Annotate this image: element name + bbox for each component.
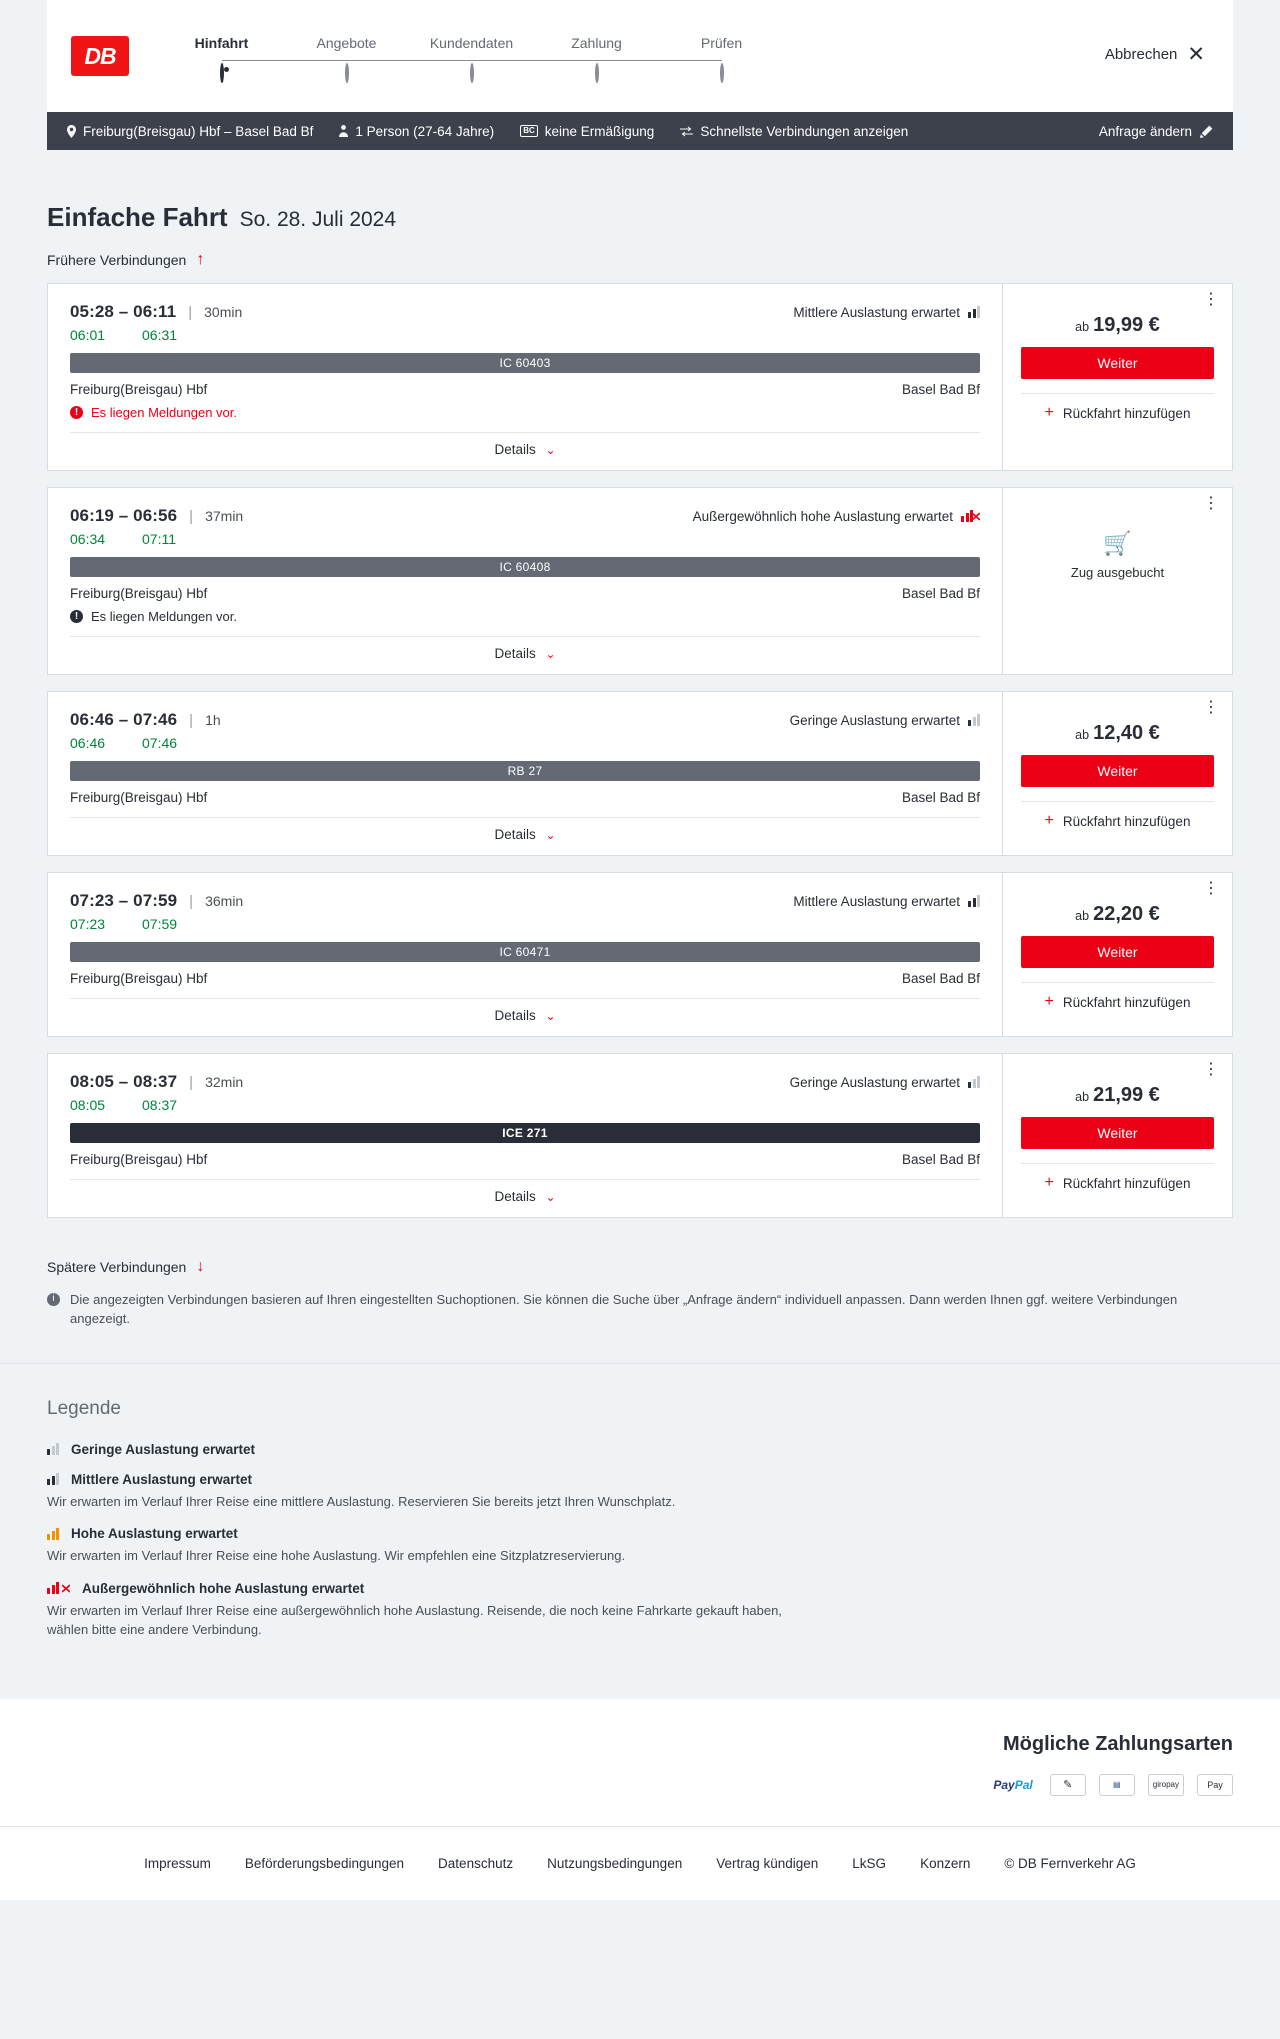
earlier-connections-label: Frühere Verbindungen xyxy=(47,252,187,268)
connection-booking xyxy=(1002,284,1232,470)
footer-link-beförderungsbedingungen[interactable]: Beförderungsbedingungen xyxy=(244,1855,405,1871)
footer-link-impressum[interactable]: Impressum xyxy=(144,1855,211,1871)
connection-actual-times xyxy=(70,735,980,751)
step-zahlung[interactable] xyxy=(534,35,659,81)
connection-details xyxy=(48,1054,1002,1217)
connection-time-row xyxy=(70,506,980,526)
step-dot-icon xyxy=(345,63,349,83)
occupancy-label: Außergewöhnlich hohe Auslastung erwartet xyxy=(692,508,953,524)
train-line-bar: IC 60408 xyxy=(70,557,980,577)
legend-list xyxy=(47,1442,1233,1640)
plus-icon: + xyxy=(1044,812,1054,829)
main-content xyxy=(0,202,1280,1363)
location-pin-icon xyxy=(67,125,76,138)
legend-item-label: Hohe Auslastung erwartet xyxy=(71,1526,238,1542)
summary-sort-label: Schnellste Verbindungen anzeigen xyxy=(700,123,909,139)
arrival-actual-time: 06:31 xyxy=(142,327,178,343)
details-label: Details xyxy=(494,827,536,842)
step-dot-icon xyxy=(595,63,599,83)
summary-passengers-label: 1 Person (27-64 Jahre) xyxy=(355,123,495,139)
add-return-button[interactable] xyxy=(1021,801,1214,840)
legend-item xyxy=(47,1442,1233,1457)
legend-item xyxy=(47,1581,1233,1640)
connection-time-row xyxy=(70,1072,980,1092)
person-icon xyxy=(339,125,348,137)
occupancy-icon xyxy=(47,1443,59,1455)
summary-discount-label: keine Ermäßigung xyxy=(544,123,655,139)
payment-icon-lastschrift: ✎ xyxy=(1050,1774,1086,1796)
connection-actual-times xyxy=(70,531,980,547)
occupancy-label: Geringe Auslastung erwartet xyxy=(789,712,960,728)
legend-item xyxy=(47,1472,1233,1512)
separator: | xyxy=(189,711,194,729)
more-options-icon[interactable]: ⋮ xyxy=(1203,880,1220,897)
connection-time-row xyxy=(70,302,980,322)
continue-button[interactable]: Weiter xyxy=(1021,347,1214,379)
price-label: ab 12,40 € xyxy=(1075,722,1160,744)
add-return-label: Rückfahrt hinzufügen xyxy=(1062,813,1191,829)
legend-item-description: Wir erwarten im Verlauf Ihrer Reise eine mittlere Auslastung. Reservieren Sie bereits jetzt Ihren Wunschplatz. xyxy=(47,1493,676,1509)
later-connections-button[interactable] xyxy=(47,1258,204,1276)
train-line-bar: IC 60403 xyxy=(70,353,980,373)
checkout-stepper xyxy=(159,35,784,81)
connection-time-row xyxy=(70,891,980,911)
occupancy-icon xyxy=(47,1528,59,1540)
destination-station: Basel Bad Bf xyxy=(901,971,980,986)
departure-actual-time: 06:01 xyxy=(70,327,106,343)
occupancy-info xyxy=(790,713,980,728)
departure-actual-time: 06:34 xyxy=(70,531,106,547)
step-label: Angebote xyxy=(316,35,377,51)
departure-actual-time: 07:23 xyxy=(70,916,106,932)
connection-duration: 30min xyxy=(204,304,243,320)
departure-actual-time: 06:46 xyxy=(70,735,106,751)
footer-link-datenschutz[interactable]: Datenschutz xyxy=(438,1855,514,1871)
origin-station: Freiburg(Breisgau) Hbf xyxy=(70,790,208,805)
legend-item-head xyxy=(47,1442,1233,1457)
connection-time-row xyxy=(70,710,980,730)
connection-message[interactable] xyxy=(70,405,980,420)
step-hinfahrt[interactable] xyxy=(159,35,284,81)
connection-duration: 37min xyxy=(205,508,244,524)
occupancy-icon xyxy=(968,306,980,318)
occupancy-info xyxy=(790,1075,980,1090)
arrival-actual-time: 07:46 xyxy=(142,735,178,751)
warning-icon: ! xyxy=(70,406,83,419)
payment-icon-rechnung: ▤ xyxy=(1099,1774,1135,1796)
connection-message[interactable] xyxy=(70,609,980,624)
step-kundendaten[interactable] xyxy=(409,35,534,81)
destination-station: Basel Bad Bf xyxy=(901,1152,980,1167)
plus-icon: + xyxy=(1044,404,1054,421)
summary-passengers[interactable] xyxy=(339,124,494,139)
connection-message-label: Es liegen Meldungen vor. xyxy=(91,609,237,624)
step-label: Hinfahrt xyxy=(194,35,249,51)
connection-time-range: 06:19 – 06:56 xyxy=(70,506,178,525)
page-footer xyxy=(0,1826,1280,1900)
more-options-icon[interactable]: ⋮ xyxy=(1203,1061,1220,1078)
details-toggle[interactable] xyxy=(70,432,980,460)
continue-button[interactable]: Weiter xyxy=(1021,1117,1214,1149)
payment-methods-section xyxy=(0,1699,1280,1826)
summary-route-label: Freiburg(Breisgau) Hbf – Basel Bad Bf xyxy=(83,123,314,139)
sort-icon xyxy=(680,126,693,137)
legend-item-head xyxy=(47,1526,1233,1541)
summary-discount[interactable] xyxy=(520,124,654,139)
legend-item-head xyxy=(47,1472,1233,1487)
change-request-button[interactable] xyxy=(1099,124,1213,139)
connection-details xyxy=(48,692,1002,855)
details-label: Details xyxy=(494,1189,536,1204)
search-options-note-text: Die angezeigten Verbindungen basieren auf Ihren eingestellten Suchoptionen. Sie können die Suche über „Anfrage ändern“ individuell anpassen. Dann werden Ihnen ggf. weitere Verbindungen angezeigt. xyxy=(70,1292,1178,1326)
destination-station: Basel Bad Bf xyxy=(901,382,980,397)
occupancy-icon xyxy=(968,1076,980,1088)
add-return-button[interactable] xyxy=(1021,982,1214,1021)
step-label: Zahlung xyxy=(571,35,622,51)
connection-duration: 32min xyxy=(205,1074,244,1090)
footer-link-vertrag-kündigen[interactable]: Vertrag kündigen xyxy=(716,1855,819,1871)
payment-icon-apple-pay: Pay xyxy=(1197,1774,1233,1796)
details-toggle[interactable] xyxy=(70,817,980,845)
app-header xyxy=(47,0,1233,112)
price-label: ab 19,99 € xyxy=(1075,314,1160,336)
connection-message-label: Es liegen Meldungen vor. xyxy=(91,405,237,420)
occupancy-info xyxy=(693,509,980,524)
add-return-label: Rückfahrt hinzufügen xyxy=(1062,405,1191,421)
payment-methods-list xyxy=(47,1774,1233,1796)
departure-actual-time: 08:05 xyxy=(70,1097,106,1113)
occupancy-icon xyxy=(968,714,980,726)
destination-station: Basel Bad Bf xyxy=(901,586,980,601)
connection-time-range: 07:23 – 07:59 xyxy=(70,891,178,910)
more-options-icon[interactable]: ⋮ xyxy=(1203,495,1220,512)
step-prüfen[interactable] xyxy=(659,35,784,81)
arrow-up-icon: ↑ xyxy=(196,251,205,268)
occupancy-label: Mittlere Auslastung erwartet xyxy=(793,304,960,320)
legend-section xyxy=(0,1363,1280,1699)
origin-station: Freiburg(Breisgau) Hbf xyxy=(70,1152,208,1167)
legend-item-description: Wir erwarten im Verlauf Ihrer Reise eine außergewöhnlich hohe Auslastung. Reisende, die noch keine Fahrkarte gekauft haben, wählen bitte eine andere Verbindung. xyxy=(47,1602,782,1638)
payment-icon-paypal: PayPal xyxy=(989,1774,1036,1796)
connection-actual-times xyxy=(70,916,980,932)
connections-list xyxy=(47,283,1233,1218)
more-options-icon[interactable]: ⋮ xyxy=(1203,699,1220,716)
connection-details xyxy=(48,488,1002,674)
chevron-down-icon: ⌄ xyxy=(545,828,556,842)
connection-stations xyxy=(70,586,980,601)
change-request-label: Anfrage ändern xyxy=(1098,123,1192,139)
occupancy-icon xyxy=(47,1582,59,1594)
destination-station: Basel Bad Bf xyxy=(901,790,980,805)
sold-out-label: Zug ausgebucht xyxy=(1070,565,1165,580)
separator: | xyxy=(189,892,194,910)
chevron-down-icon: ⌄ xyxy=(545,1190,556,1204)
connection-details xyxy=(48,284,1002,470)
continue-button[interactable]: Weiter xyxy=(1021,755,1214,787)
arrival-actual-time: 08:37 xyxy=(142,1097,178,1113)
connection-actual-times xyxy=(70,327,980,343)
add-return-label: Rückfahrt hinzufügen xyxy=(1062,994,1191,1010)
warning-icon: ! xyxy=(70,610,83,623)
connection-actual-times xyxy=(70,1097,980,1113)
occupancy-icon xyxy=(968,895,980,907)
shopping-cart-icon: 🛒 xyxy=(1103,530,1132,556)
step-angebote[interactable] xyxy=(284,35,409,81)
connection-card[interactable] xyxy=(47,487,1233,675)
connection-time-range: 06:46 – 07:46 xyxy=(70,710,178,729)
payment-icon-giropay: giropay xyxy=(1148,1774,1184,1796)
page-title xyxy=(47,202,1233,233)
connection-duration: 1h xyxy=(205,712,221,728)
chevron-down-icon: ⌄ xyxy=(545,647,556,661)
details-label: Details xyxy=(494,1008,536,1023)
more-options-icon[interactable]: ⋮ xyxy=(1203,291,1220,308)
footer-link-konzern[interactable]: Konzern xyxy=(920,1855,971,1871)
details-toggle[interactable] xyxy=(70,998,980,1026)
details-label: Details xyxy=(494,442,536,457)
occupancy-icon xyxy=(47,1473,59,1485)
details-label: Details xyxy=(494,646,536,661)
connection-booking xyxy=(1002,488,1232,674)
step-dot-icon xyxy=(470,63,474,83)
origin-station: Freiburg(Breisgau) Hbf xyxy=(70,382,208,397)
legend-item-description: Wir erwarten im Verlauf Ihrer Reise eine hohe Auslastung. Wir empfehlen eine Sitzplatzreservierung. xyxy=(47,1548,626,1564)
close-icon[interactable]: ✕ xyxy=(1187,43,1205,66)
price-prefix: ab xyxy=(1075,728,1090,742)
payment-methods-title: Mögliche Zahlungsarten xyxy=(1002,1732,1233,1755)
footer-link-lksg[interactable]: LkSG xyxy=(852,1855,887,1871)
legend-item-label: Mittlere Auslastung erwartet xyxy=(71,1471,253,1487)
connection-card[interactable] xyxy=(47,1053,1233,1218)
connection-card[interactable] xyxy=(47,283,1233,471)
train-line-bar: ICE 271 xyxy=(70,1123,980,1143)
chevron-down-icon: ⌄ xyxy=(545,443,556,457)
train-line-bar: IC 60471 xyxy=(70,942,980,962)
origin-station: Freiburg(Breisgau) Hbf xyxy=(70,586,208,601)
continue-button[interactable]: Weiter xyxy=(1021,936,1214,968)
legend-title: Legende xyxy=(47,1397,121,1419)
add-return-button[interactable] xyxy=(1021,1163,1214,1202)
connection-stations xyxy=(70,971,980,986)
search-summary-bar xyxy=(47,112,1233,150)
connection-details xyxy=(48,873,1002,1036)
search-options-note xyxy=(47,1291,1233,1363)
step-dot-icon xyxy=(220,63,224,83)
price-label: ab 21,99 € xyxy=(1075,1084,1160,1106)
trip-date-label: So. 28. Juli 2024 xyxy=(239,208,397,231)
connection-duration: 36min xyxy=(205,893,244,909)
origin-station: Freiburg(Breisgau) Hbf xyxy=(70,971,208,986)
arrival-actual-time: 07:11 xyxy=(142,531,176,547)
db-logo[interactable]: DB xyxy=(71,36,129,76)
price-prefix: ab xyxy=(1075,909,1090,923)
copyright-label: © DB Fernverkehr AG xyxy=(1004,1855,1136,1871)
info-icon: i xyxy=(47,1293,60,1306)
step-label: Prüfen xyxy=(700,35,743,51)
separator: | xyxy=(188,303,193,321)
sold-out-block xyxy=(1021,530,1214,580)
connection-booking xyxy=(1002,1054,1232,1217)
details-toggle[interactable] xyxy=(70,1179,980,1207)
separator: | xyxy=(189,507,194,525)
connection-time-range: 05:28 – 06:11 xyxy=(70,302,177,321)
connection-stations xyxy=(70,1152,980,1167)
plus-icon: + xyxy=(1044,993,1054,1010)
legend-item-label: Geringe Auslastung erwartet xyxy=(71,1441,256,1457)
legend-item xyxy=(47,1526,1233,1566)
occupancy-info xyxy=(793,305,980,320)
connection-stations xyxy=(70,790,980,805)
cancel-label: Abbrechen xyxy=(1104,46,1178,63)
trip-type-label: Einfache Fahrt xyxy=(47,202,228,232)
connection-card[interactable] xyxy=(47,691,1233,856)
chevron-down-icon: ⌄ xyxy=(545,1009,556,1023)
add-return-label: Rückfahrt hinzufügen xyxy=(1062,1175,1191,1191)
connection-time-range: 08:05 – 08:37 xyxy=(70,1072,178,1091)
price-prefix: ab xyxy=(1075,320,1090,334)
price-label: ab 22,20 € xyxy=(1075,903,1160,925)
bahncard-icon: BC xyxy=(520,125,538,137)
arrow-down-icon: ↓ xyxy=(196,1258,205,1275)
details-toggle[interactable] xyxy=(70,636,980,664)
legend-item-label: Außergewöhnlich hohe Auslastung erwartet xyxy=(82,1580,365,1596)
connection-booking xyxy=(1002,873,1232,1036)
summary-route[interactable] xyxy=(67,124,313,139)
legend-item-head xyxy=(47,1581,1233,1596)
occupancy-info xyxy=(793,894,980,909)
step-label: Kundendaten xyxy=(429,35,514,51)
connection-card[interactable] xyxy=(47,872,1233,1037)
train-line-bar: RB 27 xyxy=(70,761,980,781)
footer-links xyxy=(144,1856,970,1871)
footer-link-nutzungsbedingungen[interactable]: Nutzungsbedingungen xyxy=(547,1855,683,1871)
separator: | xyxy=(189,1073,194,1091)
cancel-button[interactable] xyxy=(1105,44,1205,65)
summary-sort[interactable] xyxy=(680,124,908,139)
step-dot-icon xyxy=(720,63,724,83)
connection-booking xyxy=(1002,692,1232,855)
add-return-button[interactable] xyxy=(1021,393,1214,432)
price-prefix: ab xyxy=(1075,1090,1090,1104)
earlier-connections-button[interactable] xyxy=(47,251,204,269)
arrival-actual-time: 07:59 xyxy=(142,916,178,932)
connection-stations xyxy=(70,382,980,397)
later-connections-label: Spätere Verbindungen xyxy=(47,1259,187,1275)
occupancy-label: Mittlere Auslastung erwartet xyxy=(793,893,960,909)
plus-icon: + xyxy=(1044,1174,1054,1191)
pencil-icon xyxy=(1200,125,1213,138)
occupancy-label: Geringe Auslastung erwartet xyxy=(789,1074,960,1090)
